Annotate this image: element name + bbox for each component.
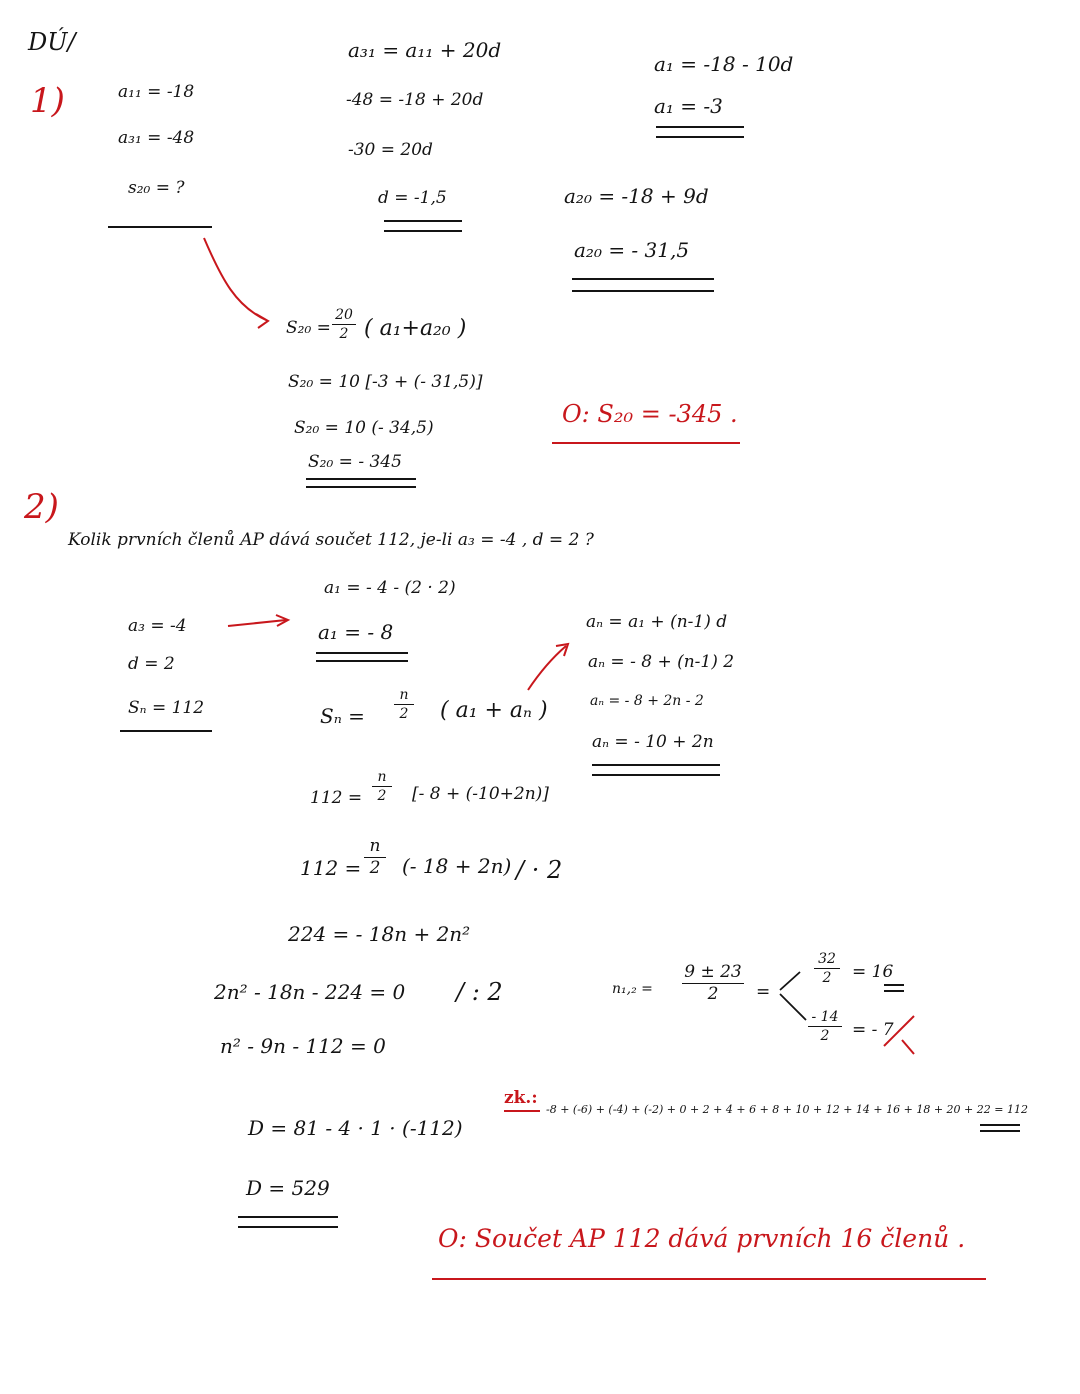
p1-given-s20: s₂₀ = ?: [128, 178, 185, 198]
p2-disc-line1: D = 81 - 4 · 1 · (-112): [248, 1116, 463, 1140]
p2-root2-den: 2: [820, 1028, 830, 1044]
p1-d-line1: a₃₁ = a₁₁ + 20d: [348, 38, 502, 62]
p2-root2-strike: [884, 1016, 914, 1046]
p2-sn-rhs: ( a₁ + aₙ ): [440, 698, 548, 723]
p2-question: Kolik prvních členů AP dává součet 112, je-li a₃ = -4 , d = 2 ?: [68, 530, 594, 550]
p2-eq2-rhs: (- 18 + 2n): [402, 854, 512, 878]
p1-arrow-head: [256, 314, 268, 328]
p1-a1-result: a₁ = -3: [654, 94, 723, 118]
p2-eq4-op: / : 2: [456, 978, 503, 1006]
p2-disc-result: D = 529: [246, 1176, 330, 1200]
p1-a20-result: a₂₀ = - 31,5: [574, 238, 690, 262]
p2-a1-result: a₁ = - 8: [318, 620, 394, 644]
p2-eq1-lhs: 112 =: [310, 788, 363, 808]
p2-root2-value: = - 7: [852, 1020, 894, 1040]
p1-sum-frac-num: 20: [332, 308, 356, 325]
p2-eq2-frac-num: n: [364, 838, 386, 858]
p1-a20-line1: a₂₀ = -18 + 9d: [564, 184, 709, 208]
p2-an-line1: aₙ = a₁ + (n-1) d: [586, 612, 728, 632]
p2-eq2-frac-den: 2: [369, 858, 381, 878]
p2-sn-frac-den: 2: [399, 706, 409, 722]
p1-sum-frac-den: 2: [339, 326, 349, 342]
p2-roots-branch-up: [780, 972, 800, 990]
p2-roots-eq: =: [756, 982, 771, 1002]
p1-sum-rhs: ( a₁+a₂₀ ): [364, 316, 467, 341]
p1-sum-line4: S₂₀ = - 345: [308, 452, 402, 472]
p2-eq1-frac-den: 2: [377, 788, 387, 804]
p2-eq2-op: / · 2: [516, 856, 563, 884]
p2-given-a3: a₃ = -4: [128, 616, 187, 636]
problem1-number: 1): [30, 81, 65, 121]
p1-sum-line2: S₂₀ = 10 [-3 + (- 31,5)]: [288, 372, 483, 392]
p2-root1-num: 32: [814, 952, 840, 969]
p1-answer: O: S₂₀ = -345 .: [562, 400, 738, 428]
p2-eq2-lhs: 112 =: [300, 856, 362, 880]
p2-roots-branch-down: [780, 994, 806, 1020]
p2-root1-value: = 16: [852, 962, 894, 982]
p1-given-a11: a₁₁ = -18: [118, 82, 195, 102]
p2-root2-strike-tail: [902, 1040, 914, 1054]
p2-answer: O: Součet AP 112 dává prvních 16 členů .: [438, 1224, 966, 1253]
p2-roots-lhs: n₁,₂ =: [612, 981, 653, 997]
p2-eq3: 224 = - 18n + 2n²: [288, 922, 471, 946]
p2-given-d: d = 2: [128, 654, 175, 674]
p2-eq5: n² - 9n - 112 = 0: [220, 1034, 386, 1058]
p1-d-result: d = -1,5: [378, 188, 447, 208]
p1-arrow: [204, 238, 266, 320]
p2-an-result: aₙ = - 10 + 2n: [592, 732, 714, 752]
p2-an-line3: aₙ = - 8 + 2n - 2: [590, 693, 704, 709]
p2-check-label: zk.:: [504, 1088, 538, 1108]
p1-a1-line1: a₁ = -18 - 10d: [654, 52, 794, 76]
p2-roots-den: 2: [707, 984, 719, 1004]
p2-eq1-rhs: [- 8 + (-10+2n)]: [412, 784, 549, 804]
p2-root1-den: 2: [822, 970, 832, 986]
p2-given-sn: Sₙ = 112: [128, 698, 205, 718]
p2-an-arrow: [528, 646, 566, 690]
p2-a1-line1: a₁ = - 4 - (2 · 2): [324, 578, 456, 598]
p2-root2-num: - 14: [808, 1010, 842, 1027]
p2-roots-num: 9 ± 23: [682, 964, 744, 984]
p2-sn-frac-num: n: [394, 688, 414, 705]
p1-sum-line3: S₂₀ = 10 (- 34,5): [294, 418, 434, 438]
p1-given-a31: a₃₁ = -48: [118, 128, 195, 148]
p2-check-expression: -8 + (-6) + (-4) + (-2) + 0 + 2 + 4 + 6 + 8 + 10 + 12 + 14 + 16 + 18 + 20 + 22 = 112: [546, 1103, 1028, 1116]
header-title: DÚ/: [28, 28, 76, 56]
problem2-number: 2): [24, 487, 59, 527]
p1-d-line3: -30 = 20d: [348, 140, 433, 160]
p2-eq1-frac-num: n: [372, 770, 392, 787]
p1-sum-lhs: S₂₀ =: [286, 318, 331, 338]
p2-an-line2: aₙ = - 8 + (n-1) 2: [588, 652, 735, 672]
p2-sn-lhs: Sₙ =: [320, 704, 365, 728]
p1-d-line2: -48 = -18 + 20d: [346, 90, 484, 110]
p2-eq4: 2n² - 18n - 224 = 0: [214, 980, 406, 1004]
